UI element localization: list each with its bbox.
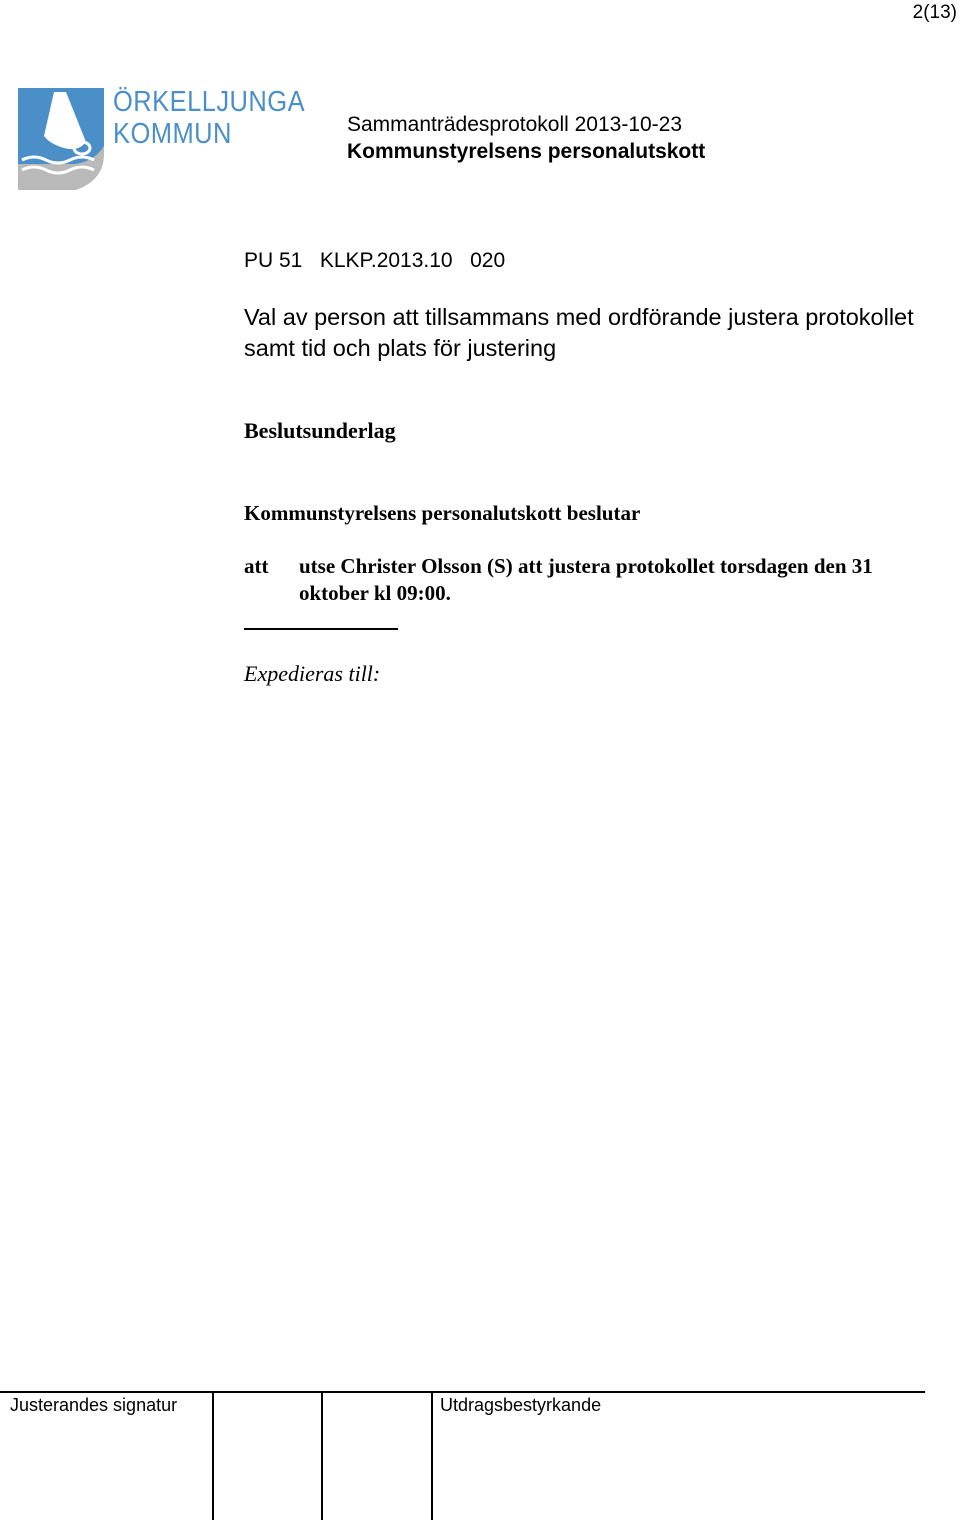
footer-extract-label: Utdragsbestyrkande [440,1395,602,1415]
decision-basis-heading: Beslutsunderlag [244,418,396,443]
page-number: 2(13) [912,2,957,23]
logo-text-line1: ÖRKELLJUNGA [113,86,306,118]
separator-line [244,628,398,630]
footer-divider [431,1392,433,1520]
decision-heading: Kommunstyrelsens personalutskott beslutar [244,501,641,525]
committee-name: Kommunstyrelsens personalutskott [347,140,706,163]
footer-top-line [0,1391,925,1393]
footer-signature-label: Justerandes signatur [10,1395,178,1415]
decision-text: utse Christer Olsson (S) att justera protokollet torsdagen den 31 oktober kl 09:00. [299,554,873,605]
case-reference: PU 51 KLKP.2013.10 020 [244,249,506,272]
case-title: Val av person att tillsammans med ordförande justera protokollet samt tid och plats för justering [244,304,914,361]
logo-text-line2: KOMMUN [113,118,232,150]
footer-divider [212,1392,214,1520]
dispatch-label: Expedieras till: [244,661,381,686]
footer-divider [321,1392,323,1520]
decision-label: att [244,554,269,578]
protocol-title: Sammanträdesprotokoll 2013-10-23 [347,113,683,136]
municipality-logo-emblem [14,84,108,196]
